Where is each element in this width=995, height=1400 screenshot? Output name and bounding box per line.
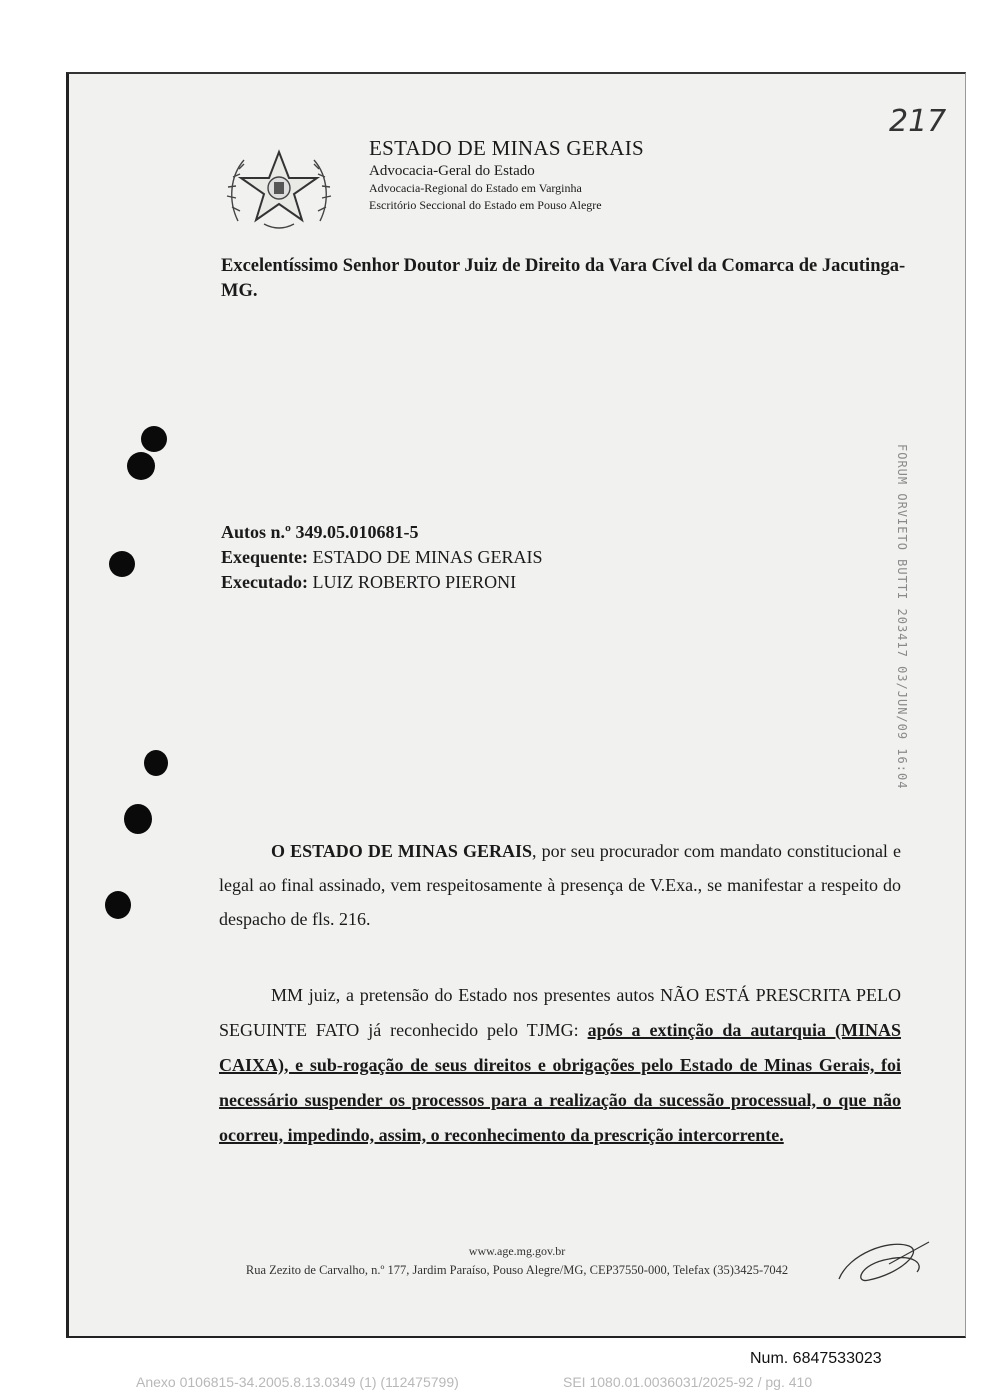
paragraph-intro-lead: O ESTADO DE MINAS GERAIS	[271, 841, 533, 861]
letterhead-agency: Advocacia-Geral do Estado	[369, 163, 535, 179]
exequente-label: Exequente:	[221, 547, 308, 567]
letterhead-office: Escritório Seccional do Estado em Pouso Alegre	[369, 198, 602, 212]
addressee: Excelentíssimo Senhor Doutor Juiz de Direito da Vara Cível da Comarca de Jacutinga-MG.	[221, 256, 906, 301]
exequente-value: ESTADO DE MINAS GERAIS	[312, 547, 543, 567]
letterhead	[369, 136, 644, 214]
case-number: Autos n.º 349.05.010681-5	[221, 522, 419, 542]
paragraph-intro	[219, 834, 901, 936]
paragraph-argument	[219, 978, 901, 1153]
letterhead-regional: Advocacia-Regional do Estado em Varginha	[369, 181, 582, 195]
state-seal-icon	[224, 146, 334, 236]
paragraph-argument-text: MM juiz, a pretensão do Estado nos presentes autos NÃO ESTÁ PRESCRITA PELO SEGUINTE FATO já reconhecido pelo TJMG:	[219, 985, 901, 1040]
letterhead-state: ESTADO DE MINAS GERAIS	[369, 136, 645, 160]
case-header	[221, 520, 543, 595]
protocol-stamp: FORUM ORVIETO BUTTI 203417 03/JUN/09 16:04	[895, 444, 909, 790]
paragraph-argument-emphasis: após a extinção da autarquia (MINAS CAIXA), e sub-rogação de seus direitos e obrigações pelo Estado de Minas Gerais, foi necessário suspender os processos para a realização da sucessão processual, o que não ocorreu, impedindo, assim, o reconhecimento da prescrição intercorrente.	[219, 1020, 901, 1145]
watermark-right: SEI 1080.01.0036031/2025-92 / pg. 410	[563, 1374, 813, 1390]
punch-hole	[144, 750, 168, 776]
punch-hole	[109, 551, 135, 577]
watermark-left: Anexo 0106815-34.2005.8.13.0349 (1) (112475799)	[136, 1374, 459, 1390]
document-number: Num. 6847533023	[750, 1350, 882, 1367]
executado-label: Executado:	[221, 572, 308, 592]
paragraph-intro-text: , por seu procurador com mandato constitucional e legal ao final assinado, vem respeitosamente à presença de V.Exa., se manifestar a respeito do despacho de fls. 216.	[219, 841, 902, 929]
punch-hole	[141, 426, 167, 452]
executado-value: LUIZ ROBERTO PIERONI	[312, 572, 517, 592]
footer-address: Rua Zezito de Carvalho, n.º 177, Jardim Paraíso, Pouso Alegre/MG, CEP37550-000, Telefax (35)3425-7042	[245, 1263, 789, 1277]
scanned-page	[66, 72, 966, 1338]
punch-hole	[105, 891, 131, 919]
handwritten-folio-mark: 217	[889, 104, 947, 139]
punch-hole	[127, 452, 155, 480]
footer-website: www.age.mg.gov.br	[468, 1244, 566, 1258]
signature-scribble-icon	[829, 1234, 939, 1294]
punch-hole	[124, 804, 152, 834]
